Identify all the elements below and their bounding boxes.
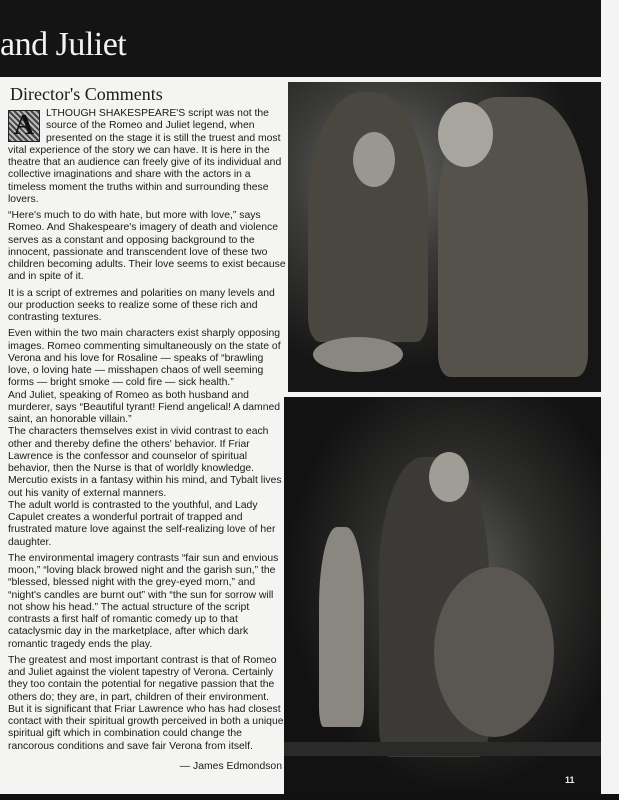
- article-paragraph: The adult world is contrasted to the youthful, and Lady Capulet creates a wonderful portrait of trapped and frustrated mature love against the self-realizing love of her daughter.: [8, 499, 276, 548]
- article-paragraph: The environmental imagery contrasts “fair sun and envious moon,” “loving black browed night and the garish sun,” the “blessed, blessed night with the grey-eyed morn,” and “night's candles are burnt out” with “the sun for sorrow will not show his head.” The actual structure of the script contrasts a first half of romantic comedy up to that cataclysmic day in the marketplace, after which dark romantic tragedy ends the play.: [8, 552, 279, 650]
- face: [438, 102, 493, 167]
- article-heading: Director's Comments: [10, 84, 163, 104]
- page-title: and Juliet: [0, 26, 127, 63]
- article-paragraph: “Here's much to do with hate, but more with love,” says Romeo. And Shakespeare's imagery of death and violence serves as a constant and opposing background to the innocent, passionate and transcendent love of these two children becoming adults. Their love seems to exist because and in spite of it.: [8, 210, 286, 283]
- article-paragraph: The greatest and most important contrast is that of Romeo and Juliet against the violent tapestry of Verona. Certainly they too contain the potential for negative passion that the others do; they are, in part, children of their environment. But it is significant that Friar Lawrence who has had closest contact with their spiritual growth perceived in both a unique spiritual gift which in combination could change the rancorous conditions and save fair Verona from itself.: [8, 654, 284, 752]
- production-photo-friar-and-romeo: [288, 82, 601, 392]
- title-banner: [0, 0, 601, 77]
- author-signature: — James Edmondson: [179, 760, 282, 772]
- dropcap-letter: A: [8, 110, 40, 142]
- article-paragraph: And Juliet, speaking of Romeo as both husband and murderer, says “Beautiful tyrant! Fiend angelical! A damned saint, an honorable villain.”: [8, 389, 281, 425]
- fighting-figure: [434, 567, 554, 737]
- article-paragraph: Even within the two main characters exist sharply opposing images. Romeo commenting simultaneously on the state of Verona and his love for Rosaline — speaks of “brawling love, o loving hate — misshapen chaos of well seeming forms — bright smoke — cold fire — sick health.”: [8, 328, 281, 389]
- production-photo-stage-scene: [284, 397, 601, 795]
- flower-basket: [313, 337, 403, 372]
- bottom-edge: [0, 794, 619, 800]
- face: [353, 132, 395, 187]
- paragraph-text: LTHOUGH SHAKESPEARE'S script was not the source of the Romeo and Juliet legend, when presented on the stage it is still the truest and most vital experience of the story we can have. It is here in the theatre that an audience can freely give of its individual and collective imaginations and share with the actors in a timeless moment the truths within and surrounding these lovers.: [8, 108, 282, 205]
- page-number: 11: [565, 775, 575, 785]
- article-paragraph: [8, 108, 286, 206]
- article-paragraph: It is a script of extremes and polarities on many levels and our production seeks to realize some of these rich and contrasting textures.: [8, 287, 275, 323]
- article-column: [8, 84, 286, 773]
- face: [429, 452, 469, 502]
- woman-in-gown: [319, 527, 364, 727]
- article-paragraph: Mercutio exists in a fantasy within his mind, and Tybalt lives out his vanity of external manners.: [8, 475, 282, 499]
- stage-railing: [284, 742, 601, 756]
- hooded-figure: [308, 92, 428, 342]
- article-paragraph: The characters themselves exist in vivid contrast to each other and thereby define the others' behavior. If Friar Lawrence is the confessor and counselor of spiritual behavior, then the Nurse is that of worldly knowledge.: [8, 426, 269, 474]
